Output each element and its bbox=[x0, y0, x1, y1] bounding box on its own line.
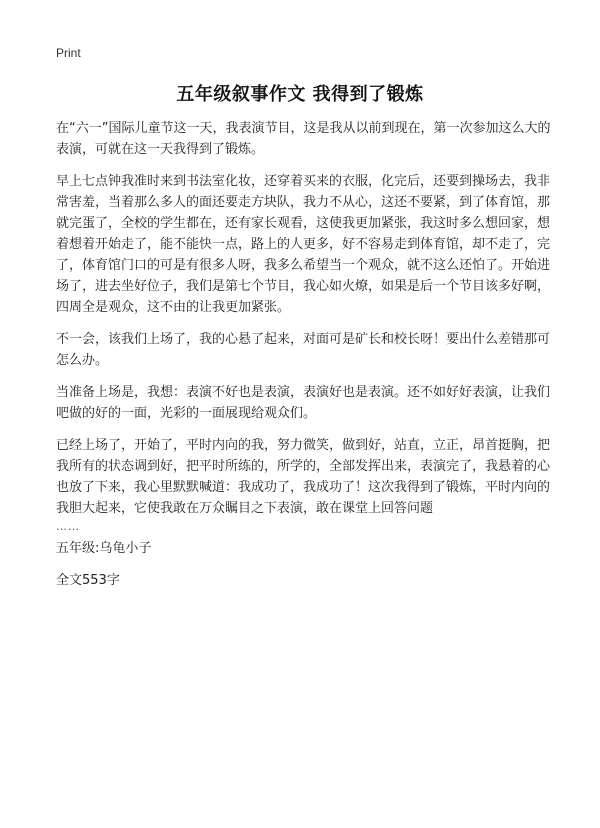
article-paragraph: 已经上场了，开始了，平时内向的我，努力微笑，做到好，站直，立正，昂首挺胸，把我所有的状态调到好，把平时所练的，所学的，全部发挥出来，表演完了，我悬着的心也放了下来，我心里默默喊道：我成功了，我成功了！这次我得到了锻炼，平时内向的我胆大起来，它使我敢在万众瞩目之下表演，敢在课堂上回答问题 bbox=[56, 438, 551, 516]
article-body bbox=[56, 118, 552, 602]
ellipsis: …… bbox=[56, 520, 80, 533]
article-paragraph: 在“六一”国际儿童节这一天，我表演节目，这是我从以前到现在，第一次参加这么大的表演，可就在这一天我得到了锻炼。 bbox=[56, 121, 551, 157]
article-paragraph: 不一会，该我们上场了，我的心悬了起来，对面可是矿长和校长呀！要出什么差错那可怎么办。 bbox=[56, 332, 551, 368]
author-line: 五年级:乌龟小子 bbox=[56, 541, 152, 556]
word-count: 全文553字 bbox=[56, 573, 120, 588]
article-paragraph: 当准备上场是，我想：表演不好也是表演，表演好也是表演。还不如好好表演，让我们吧做的好的一面，光彩的一面展现给观众们。 bbox=[56, 385, 551, 421]
print-link[interactable]: Print bbox=[56, 46, 81, 60]
article-paragraph: 早上七点钟我准时来到书法室化妆，还穿着买来的衣服，化完后，还要到操场去，我非常害羞，当着那么多人的面还要走方块队，我力不从心，这还不要紧，到了体育馆，那就完蛋了，全校的学生都在，还有家长观看，这使我更加紧张，我这时多么想回家，想着想着开始走了，能不能快一点，路上的人更多，好不容易走到体育馆，却不走了，完了，体育馆门口的可是有很多人呀，我多么希望当一个观众，就不这么还怕了。开始进场了，进去坐好位子，我们是第七个节目，我心如火燎，如果是后一个节目该多好啊，四周全是观众，这不由的让我更加紧张。 bbox=[56, 174, 551, 315]
article-title: 五年级叙事作文 我得到了锻炼 bbox=[176, 84, 424, 105]
